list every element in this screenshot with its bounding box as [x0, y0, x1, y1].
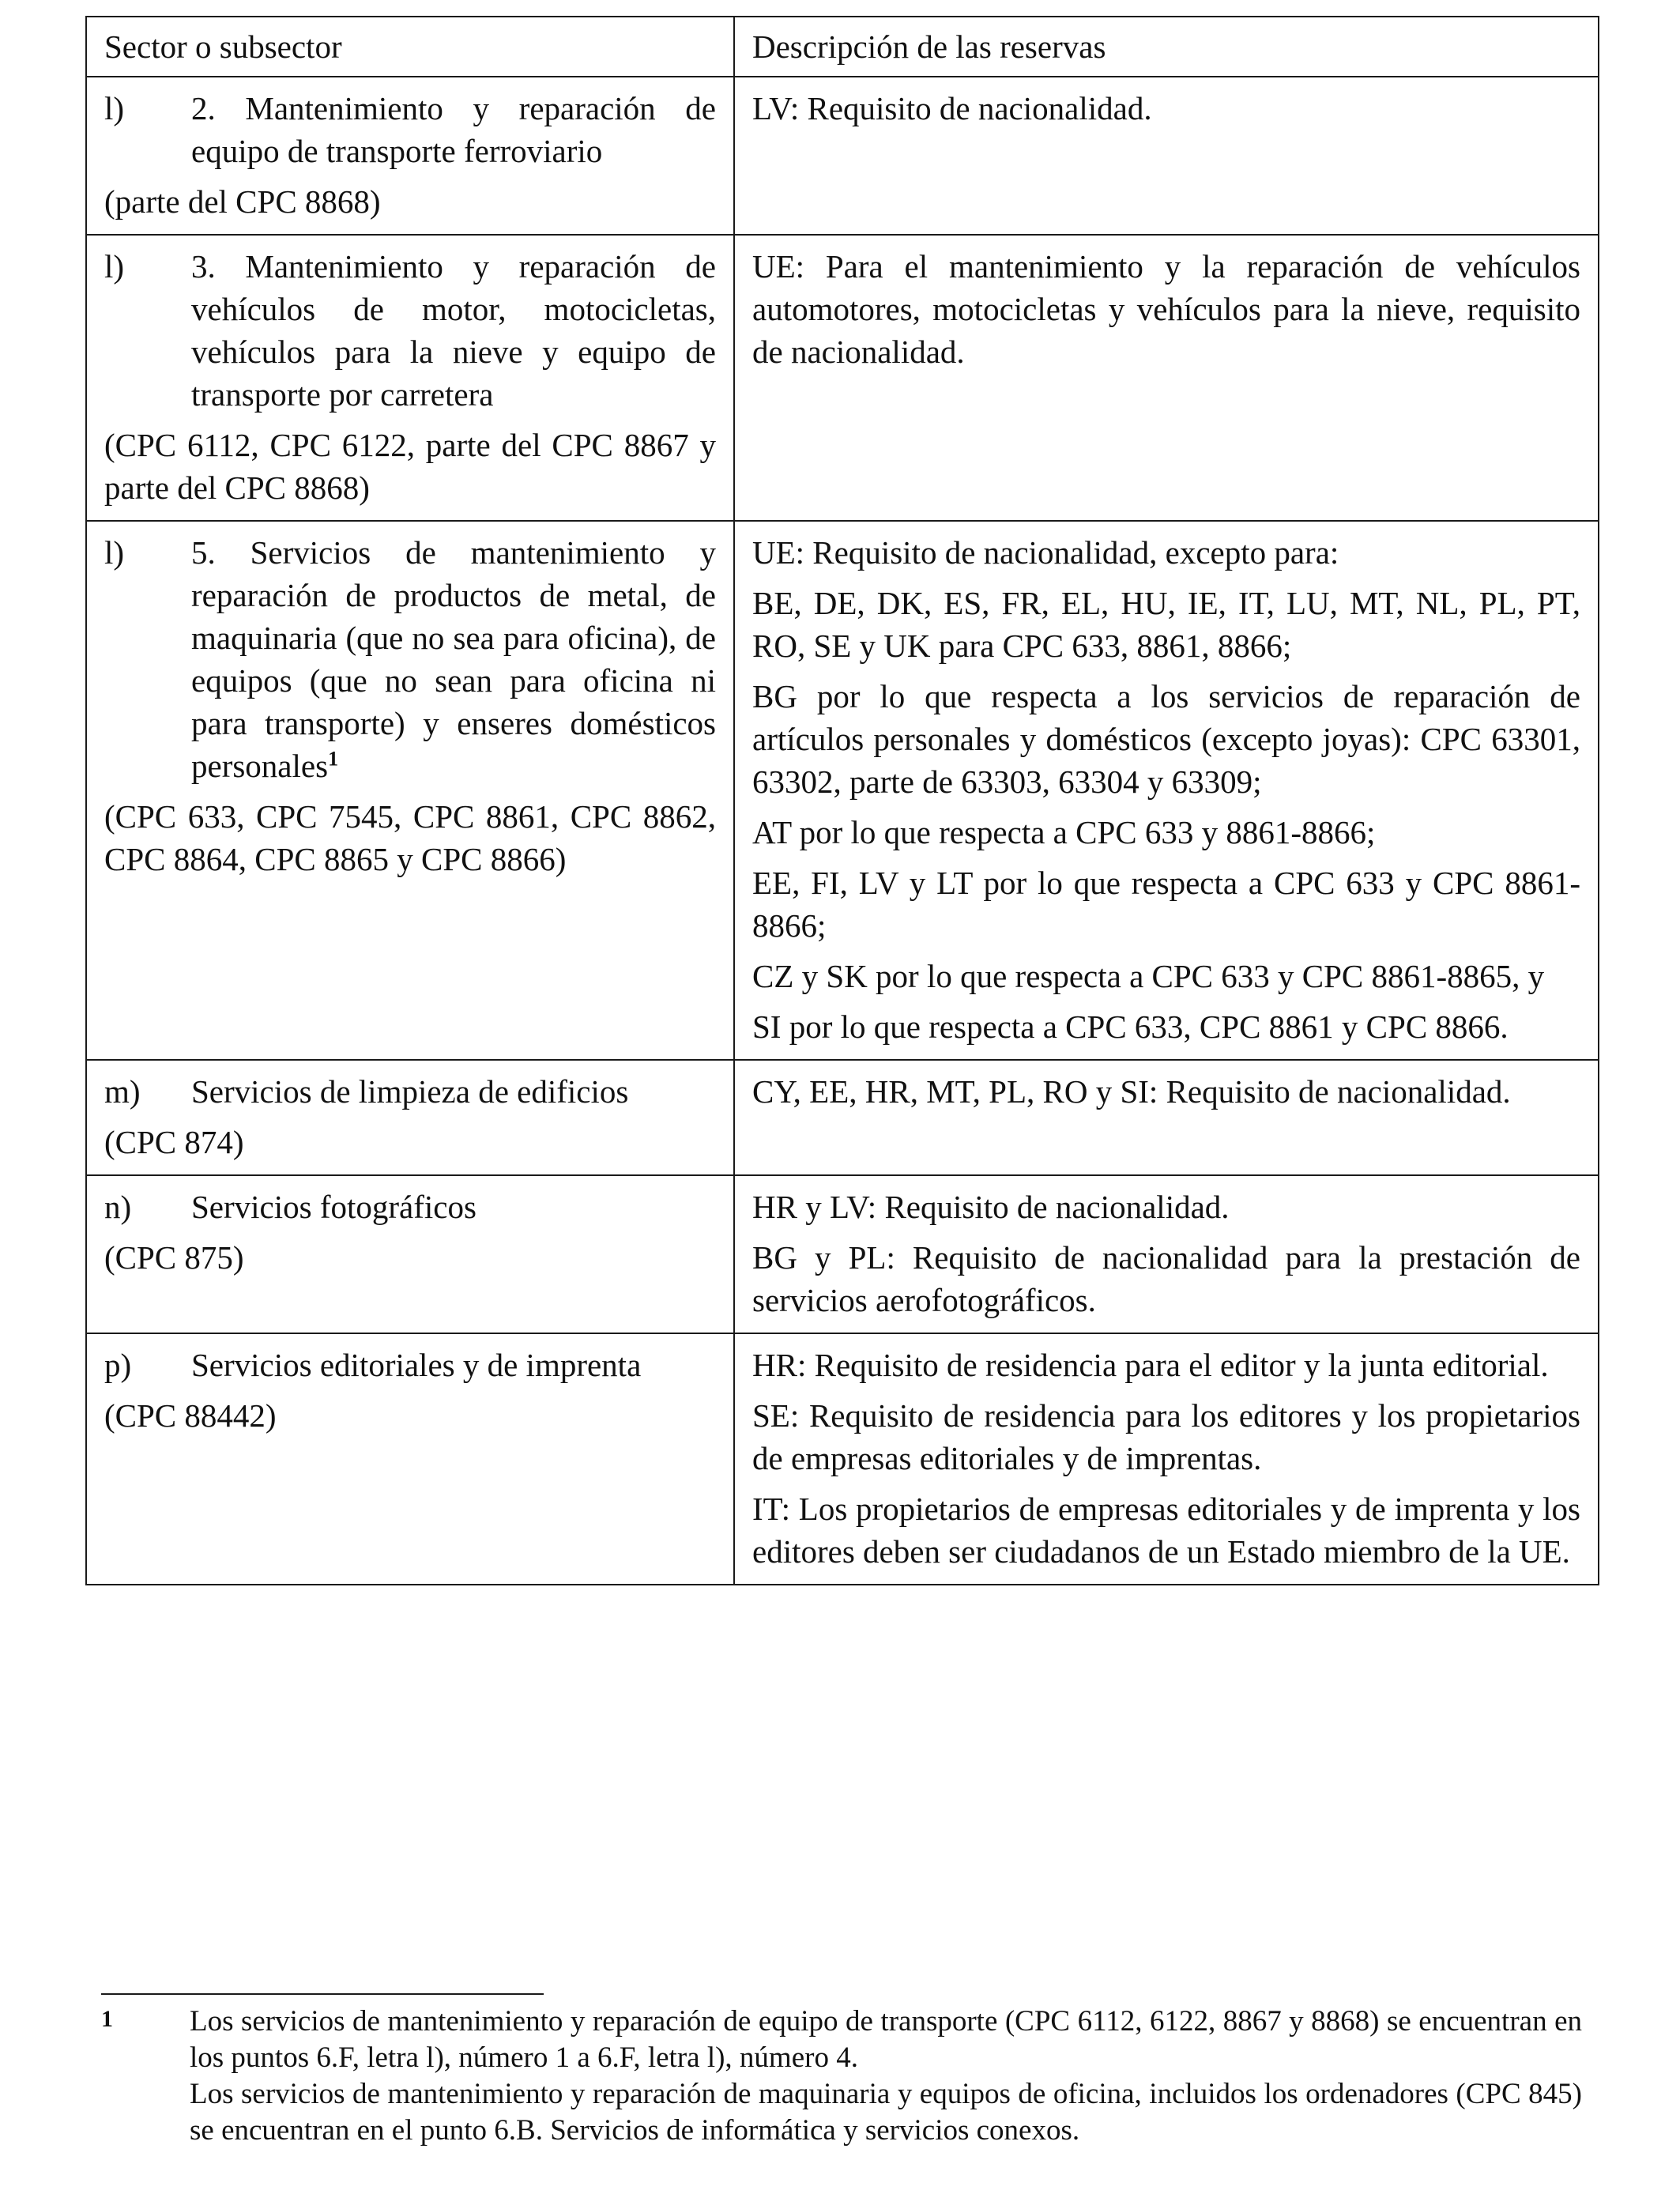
sector-title: Servicios editoriales y de imprenta — [191, 1347, 642, 1383]
footnote-body — [190, 2004, 1582, 2149]
header-description: Descripción de las reservas — [734, 17, 1599, 77]
sector-letter: p) — [104, 1347, 132, 1383]
reservation-text: SI por lo que respecta a CPC 633, CPC 8861 y CPC 8866. — [752, 1008, 1509, 1045]
reservation-cell — [734, 235, 1599, 521]
footnote-paragraph: Los servicios de mantenimiento y reparación de equipo de transporte (CPC 6112, 6122, 8867 y 8868) se encuentran en los puntos 6.F, letra l), número 1 a 6.F, letra l), número 4. — [190, 2005, 1582, 2074]
sector-cell — [86, 1060, 734, 1175]
sector-cell — [86, 1175, 734, 1333]
reservation-text: LV: Requisito de nacionalidad. — [752, 90, 1152, 126]
reservation-text: HR y LV: Requisito de nacionalidad. — [752, 1189, 1230, 1225]
sector-title: 3. Mantenimiento y reparación de vehículos de motor, motocicletas, vehículos para la nieve y equipo de transporte por carretera — [191, 248, 716, 413]
reservation-text: EE, FI, LV y LT por lo que respecta a CPC 633 y CPC 8861-8866; — [752, 865, 1580, 944]
table-row — [86, 235, 1599, 521]
sector-heading — [104, 1344, 716, 1386]
footnote-reference[interactable]: 1 — [328, 747, 339, 771]
sector-heading — [104, 1070, 716, 1113]
reservation-text: AT por lo que respecta a CPC 633 y 8861-8866; — [752, 814, 1376, 850]
sector-title: Servicios de limpieza de edificios — [191, 1073, 629, 1110]
footnote-paragraph: Los servicios de mantenimiento y reparación de maquinaria y equipos de oficina, incluidos los ordenadores (CPC 845) se encuentran en el punto 6.B. Servicios de informática y servicios conexos. — [190, 2078, 1582, 2147]
sector-heading — [104, 1186, 716, 1228]
table-row — [86, 77, 1599, 235]
sector-cell — [86, 235, 734, 521]
sector-heading — [104, 531, 716, 787]
footnote — [101, 2004, 1582, 2149]
sector-code: (parte del CPC 8868) — [104, 183, 381, 220]
sector-letter: m) — [104, 1073, 141, 1110]
reservation-cell — [734, 521, 1599, 1060]
reservation-text: UE: Requisito de nacionalidad, excepto para: — [752, 534, 1339, 571]
sector-code: (CPC 633, CPC 7545, CPC 8861, CPC 8862, CPC 8864, CPC 8865 y CPC 8866) — [104, 798, 716, 877]
reservation-text: CZ y SK por lo que respecta a CPC 633 y CPC 8861-8865, y — [752, 958, 1545, 994]
sector-cell — [86, 1333, 734, 1585]
reservation-cell — [734, 77, 1599, 235]
footnote-mark: 1 — [101, 2006, 113, 2032]
reservation-cell — [734, 1333, 1599, 1585]
reservation-text: UE: Para el mantenimiento y la reparación de vehículos automotores, motocicletas y vehículos para la nieve, requisito de nacionalidad. — [752, 248, 1580, 370]
sector-letter: l) — [104, 248, 125, 285]
reservation-text: BG por lo que respecta a los servicios de reparación de artículos personales y domésticos (excepto joyas): CPC 63301, 63302, parte de 63303, 63304 y 63309; — [752, 678, 1580, 800]
sector-title: 2. Mantenimiento y reparación de equipo de transporte ferroviario — [191, 90, 716, 169]
sector-letter: l) — [104, 90, 125, 126]
sector-heading — [104, 87, 716, 172]
sector-title: Servicios fotográficos — [191, 1189, 477, 1225]
reservation-cell — [734, 1060, 1599, 1175]
sector-code: (CPC 88442) — [104, 1397, 277, 1434]
sector-code: (CPC 875) — [104, 1239, 244, 1276]
sector-letter: n) — [104, 1189, 132, 1225]
table-header-row — [86, 17, 1599, 77]
reservation-text: BG y PL: Requisito de nacionalidad para la prestación de servicios aerofotográficos. — [752, 1239, 1580, 1318]
sector-heading — [104, 245, 716, 416]
table-row — [86, 1060, 1599, 1175]
footnote-divider — [101, 1993, 544, 1995]
reservation-text: BE, DE, DK, ES, FR, EL, HU, IE, IT, LU, MT, NL, PL, PT, RO, SE y UK para CPC 633, 8861, 8866; — [752, 585, 1580, 664]
reservation-text: SE: Requisito de residencia para los editores y los propietarios de empresas editoriales y de imprentas. — [752, 1397, 1580, 1476]
reservations-table — [85, 16, 1599, 1585]
sector-code: (CPC 874) — [104, 1124, 244, 1160]
sector-code: (CPC 6112, CPC 6122, parte del CPC 8867 y parte del CPC 8868) — [104, 427, 716, 506]
table-row — [86, 1333, 1599, 1585]
sector-letter: l) — [104, 534, 125, 571]
sector-title: 5. Servicios de mantenimiento y reparación de productos de metal, de maquinaria (que no sea para oficina), de equipos (que no sean para oficina ni para transporte) y enseres domésticos personales — [191, 534, 716, 784]
reservation-text: IT: Los propietarios de empresas editoriales y de imprenta y los editores deben ser ciudadanos de un Estado miembro de la UE. — [752, 1491, 1580, 1570]
sector-title-wrap — [191, 531, 716, 787]
reservation-cell — [734, 1175, 1599, 1333]
sector-cell — [86, 77, 734, 235]
reservation-text: CY, EE, HR, MT, PL, RO y SI: Requisito de nacionalidad. — [752, 1073, 1511, 1110]
table-row — [86, 1175, 1599, 1333]
reservation-text: HR: Requisito de residencia para el editor y la junta editorial. — [752, 1347, 1549, 1383]
table-row — [86, 521, 1599, 1060]
sector-cell — [86, 521, 734, 1060]
header-sector: Sector o subsector — [86, 17, 734, 77]
